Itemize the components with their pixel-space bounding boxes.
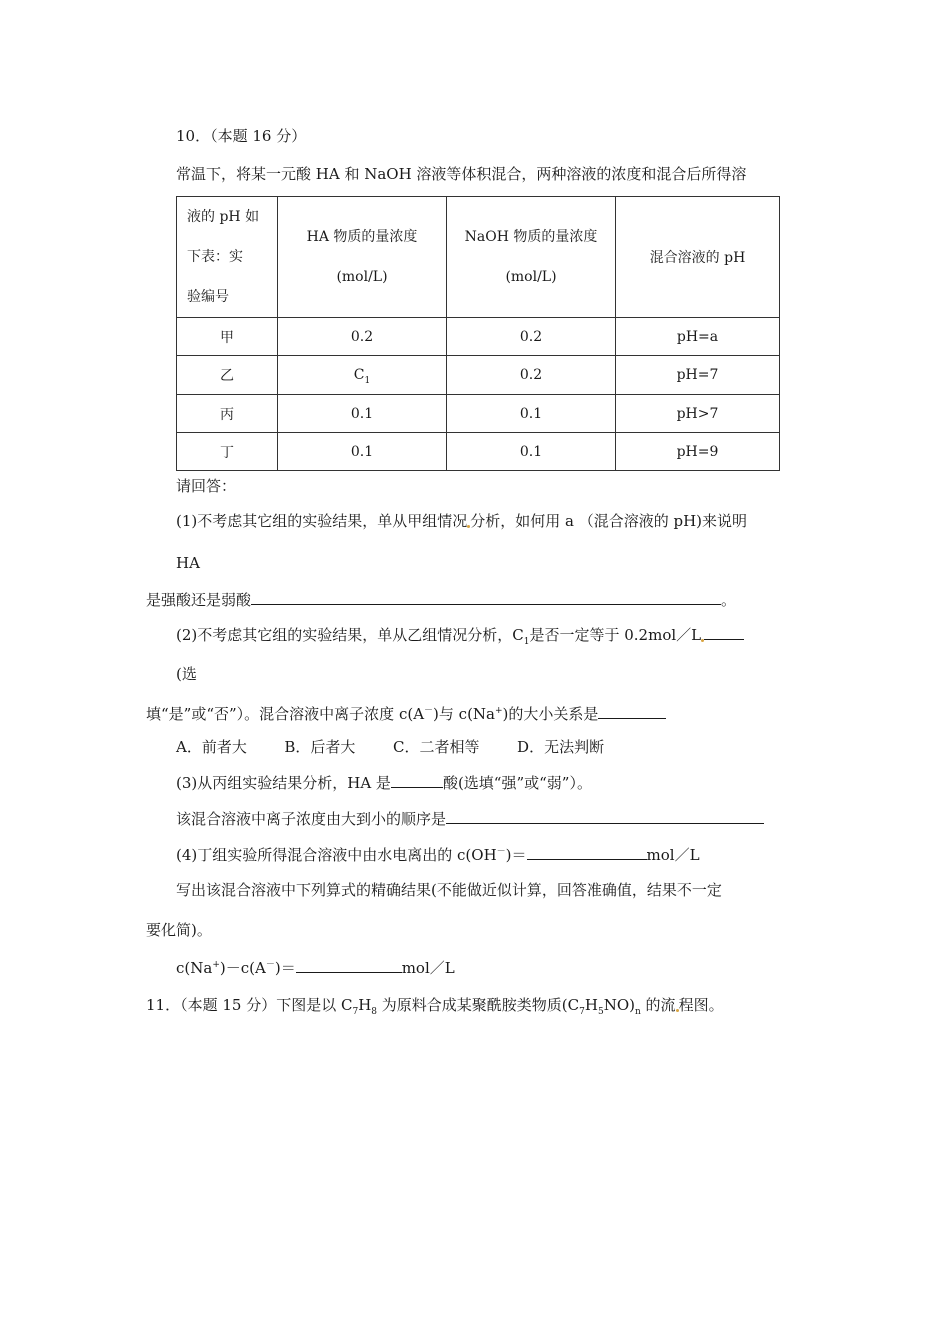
header-cell-naoh: NaOH 物质的量浓度 (mol/L) [447, 197, 616, 318]
row-ph: pH=a [616, 318, 780, 356]
answer-blank-3a[interactable] [391, 772, 443, 788]
row-naoh: 0.2 [447, 318, 616, 356]
answer-blank-4b[interactable] [296, 957, 402, 973]
table-row [177, 433, 780, 471]
answer-prompt: 请回答： [176, 477, 237, 495]
part4-line3: 要化简)。 [146, 921, 212, 939]
answer-blank-2a[interactable] [704, 624, 744, 640]
row-id: 丙 [177, 395, 278, 433]
row-naoh: 0.1 [447, 395, 616, 433]
option-b: B．后者大 [284, 738, 356, 756]
row-naoh: 0.2 [447, 356, 616, 395]
part1-line1: (1)不考虑其它组的实验结果，单从甲组情况 分析，如何用 a （混合溶液的 pH)来说明 [176, 512, 748, 530]
table-header-row [177, 197, 780, 318]
part1-line2: HA [176, 554, 200, 572]
row-id: 丁 [177, 433, 278, 471]
row-naoh: 0.1 [447, 433, 616, 471]
row-ha: 0.2 [278, 318, 447, 356]
table-row [177, 318, 780, 356]
part3-line2: 该混合溶液中离子浓度由大到小的顺序是 [176, 808, 764, 829]
q11-header: 11．（本题 15 分）下图是以 $C_7H_8$ 为原料合成某聚酰胺类物质$(C_7H_5NO)_n$ 的流 程图。 [146, 996, 724, 1017]
answer-blank-3b[interactable] [446, 808, 764, 824]
table-row [177, 395, 780, 433]
options-row [176, 737, 604, 757]
row-id: 乙 [177, 356, 278, 395]
row-id: 甲 [177, 318, 278, 356]
part3-line1: (3)从丙组实验结果分析，HA 是 酸(选填“强”或“弱”）。 [176, 774, 592, 792]
answer-blank-4a[interactable] [527, 844, 647, 860]
row-ph: pH=9 [616, 433, 780, 471]
header-cell-id: 液的 pH 如 下表：实 验编号 [177, 197, 278, 318]
option-d: D．无法判断 [517, 738, 605, 756]
row-ha: $C_1$ [278, 356, 447, 395]
row-ha: 0.1 [278, 433, 447, 471]
part1-line3: 是强酸还是弱酸 。 [146, 591, 737, 609]
q10-header: 10．（本题 16 分） [176, 127, 307, 145]
part4-line2: 写出该混合溶液中下列算式的精确结果(不能做近似计算，回答准确值，结果不一定 [176, 881, 722, 899]
answer-blank-2b[interactable] [598, 703, 666, 719]
option-c: C．二者相等 [393, 738, 480, 756]
experiment-table [176, 196, 780, 471]
part2-line3: 填“是”或“否”）。混合溶液中离子浓度 c(A－)与 c(Na+)的大小关系是 [146, 703, 666, 724]
row-ph: pH>7 [616, 395, 780, 433]
part2-line2: (选 [176, 665, 197, 683]
part4-line1: (4)丁组实验所得混合溶液中由水电离出的 c(OH－)＝ mol／L [176, 846, 700, 864]
row-ph: pH=7 [616, 356, 780, 395]
option-a: A．前者大 [176, 738, 247, 756]
header-cell-ph: 混合溶液的 pH [616, 197, 780, 318]
header-cell-ha: HA 物质的量浓度 (mol/L) [278, 197, 447, 318]
row-ha: 0.1 [278, 395, 447, 433]
answer-blank-1[interactable] [251, 589, 721, 605]
q10-intro: 常温下，将某一元酸 HA 和 NaOH 溶液等体积混合，两种溶液的浓度和混合后所得溶 [176, 165, 747, 183]
table-row [177, 356, 780, 395]
part2-line1: (2)不考虑其它组的实验结果，单从乙组情况分析，$C_1$是否一定等于 0.2mol／L [176, 624, 744, 645]
part4-line4: c(Na+)－c(A－)＝ mol／L [176, 959, 455, 977]
